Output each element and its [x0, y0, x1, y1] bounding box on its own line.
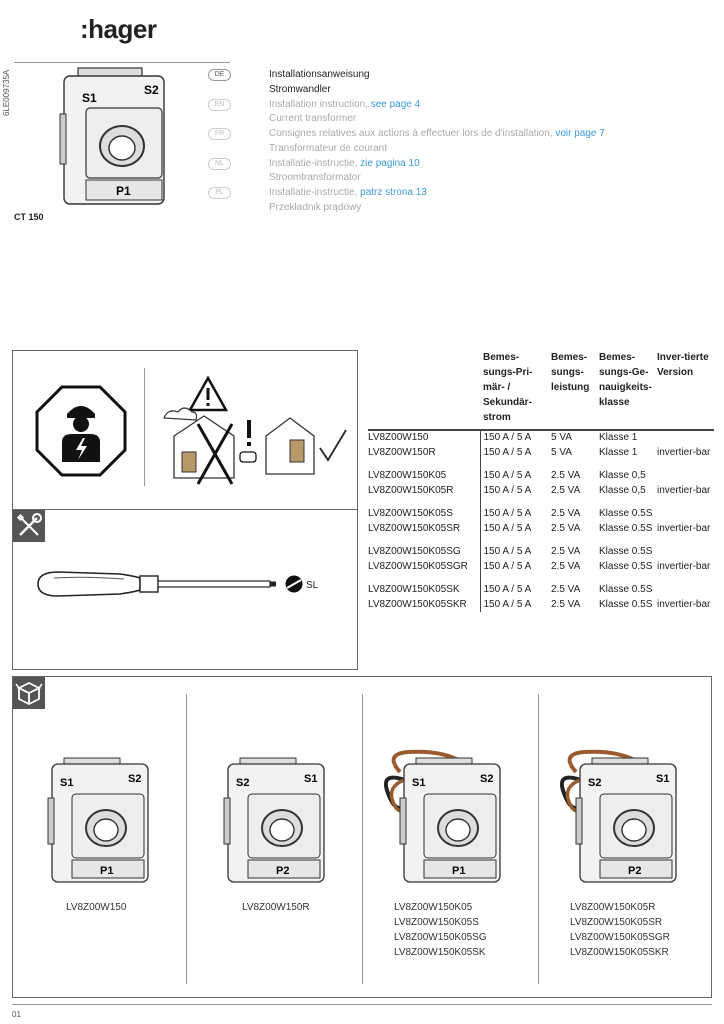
s2-terminal-label: S2 [144, 83, 159, 97]
cell-inverted: invertier-bar [657, 522, 711, 534]
cell-type: LV8Z00W150K05S [368, 508, 453, 519]
variant-list [66, 900, 126, 915]
variant-code: LV8Z00W150K05SKR [570, 947, 669, 958]
transformer-variant-illustration [382, 748, 522, 888]
column-header-inverted: Inver-tierte Version [657, 352, 709, 378]
cell-power: 2.5 VA [551, 584, 581, 595]
terminal-label-bottom: P2 [628, 865, 642, 877]
language-row-fr [208, 127, 708, 157]
language-row-nl [208, 157, 708, 187]
cell-current: 150 A / 5 A [480, 598, 548, 613]
cell-inverted [654, 430, 714, 446]
cell-current: 150 A / 5 A [480, 498, 548, 522]
cell-type: LV8Z00W150K05R [368, 484, 454, 496]
table-row [368, 498, 714, 522]
cell-power: 2.5 VA [551, 470, 581, 481]
product-title: Current transformer [269, 113, 357, 124]
cell-current: 150 A / 5 A [480, 446, 548, 461]
page-link[interactable]: zie pagina 10 [360, 157, 420, 169]
column-header-power: Bemes-sungs-leistung [551, 352, 590, 393]
package-icon [13, 677, 45, 709]
cell-type: LV8Z00W150K05SKR [368, 598, 467, 610]
table-row [368, 598, 714, 613]
cell-power: 2.5 VA [551, 598, 581, 610]
column-header-type [368, 350, 480, 430]
language-text [269, 98, 420, 127]
variant-code: LV8Z00W150K05SG [394, 932, 487, 943]
cell-inverted: invertier-bar [657, 560, 711, 572]
cell-accuracy: Klasse 0.5S [599, 560, 653, 572]
language-row-en [208, 98, 708, 128]
language-text [269, 186, 427, 215]
cell-inverted [654, 460, 714, 484]
product-code: CT 150 [14, 212, 44, 222]
warning-house-icon [154, 374, 350, 494]
transformer-variant-illustration [558, 748, 698, 888]
cell-accuracy: Klasse 0.5S [599, 584, 653, 595]
product-title: Stromwandler [269, 83, 331, 95]
variant-code: LV8Z00W150 [66, 902, 127, 913]
cell-type: LV8Z00W150K05SGR [368, 560, 468, 572]
language-badge: DE [208, 69, 231, 81]
table-row [368, 446, 714, 461]
cell-type: LV8Z00W150K05SK [368, 584, 460, 595]
cell-accuracy: Klasse 0.5S [599, 508, 653, 519]
scope-badge [13, 677, 45, 709]
terminal-label-left: S2 [236, 777, 250, 789]
cell-current: 150 A / 5 A [480, 484, 548, 499]
cell-current: 150 A / 5 A [480, 536, 548, 560]
product-title: Stroomtransformator [269, 172, 361, 183]
page-link[interactable]: patrz strona 13 [360, 187, 427, 198]
table-header-row [368, 350, 714, 430]
instruction-title: Consignes relatives aux actions à effectuer lors de d'installation, [269, 128, 556, 139]
cell-inverted: invertier-bar [657, 598, 711, 610]
cell-power: 5 VA [551, 432, 572, 443]
transformer-illustration-header [56, 64, 176, 210]
hager-logo: :hager [80, 14, 157, 44]
cell-current: 150 A / 5 A [480, 574, 548, 598]
terminal-label-bottom: P1 [100, 865, 114, 877]
column-header-current: Bemes-sungs-Pri-mär- / Sekundär-strom [483, 352, 533, 423]
variant-code: LV8Z00W150K05R [570, 902, 656, 913]
cell-power: 2.5 VA [551, 508, 581, 519]
cell-type: LV8Z00W150K05 [368, 470, 447, 481]
table-row [368, 460, 714, 484]
p1-terminal-label: P1 [116, 184, 131, 198]
table-body [368, 430, 714, 612]
variant-code: LV8Z00W150K05S [394, 917, 479, 928]
language-list [208, 68, 708, 216]
transformer-variant-illustration [30, 748, 170, 888]
cell-inverted [654, 574, 714, 598]
slotted-screw-icon [284, 574, 304, 594]
language-badge: NL [208, 158, 231, 170]
wrench-screwdriver-icon [13, 510, 45, 542]
cell-power: 2.5 VA [551, 560, 581, 572]
cell-current: 150 A / 5 A [480, 522, 548, 537]
specification-table [368, 350, 714, 612]
table-row [368, 536, 714, 560]
tools-badge [13, 510, 45, 542]
cell-accuracy: Klasse 0,5 [599, 484, 646, 496]
terminal-label-bottom: P1 [452, 865, 466, 877]
terminal-label-right: S2 [480, 773, 494, 785]
variant-code: LV8Z00W150K05SK [394, 947, 486, 958]
s1-terminal-label: S1 [82, 91, 97, 105]
cell-accuracy: Klasse 0,5 [599, 470, 646, 481]
page-number: 01 [12, 1010, 21, 1019]
cell-accuracy: Klasse 0.5S [599, 522, 653, 534]
instruction-title: Installatie-instructie, [269, 157, 361, 169]
variant-code: LV8Z00W150K05SGR [570, 932, 670, 943]
cell-type: LV8Z00W150R [368, 446, 436, 458]
table-row [368, 560, 714, 575]
cell-accuracy: Klasse 1 [599, 432, 638, 443]
document-number: 6LE009735A [2, 69, 11, 116]
scope-divider [362, 694, 363, 984]
cell-current: 150 A / 5 A [480, 560, 548, 575]
product-title: Przekładnik prądowy [269, 201, 362, 213]
language-badge: PL [208, 187, 231, 199]
cell-type: LV8Z00W150 [368, 432, 429, 443]
table-row [368, 484, 714, 499]
page-link[interactable]: voir page 7 [555, 128, 605, 139]
language-badge: FR [208, 128, 231, 140]
variant-code: LV8Z00W150R [242, 902, 310, 913]
transformer-variant-illustration [206, 748, 346, 888]
electrician-icon [34, 384, 128, 478]
terminal-label-right: S1 [656, 773, 670, 785]
footer-divider [12, 1004, 712, 1005]
terminal-label-left: S2 [588, 777, 602, 789]
table-row [368, 430, 714, 446]
column-header-accuracy: Bemes-sungs-Ge-nauigkeits-klasse [599, 352, 652, 408]
cell-current: 150 A / 5 A [480, 460, 548, 484]
cell-inverted: invertier-bar [657, 484, 711, 496]
slotted-screwdriver-label: SL [306, 580, 319, 591]
cell-power: 2.5 VA [551, 484, 581, 496]
cell-accuracy: Klasse 0.5S [599, 598, 653, 610]
cell-accuracy: Klasse 0.5S [599, 546, 653, 557]
terminal-label-right: S1 [304, 773, 318, 785]
table-row [368, 574, 714, 598]
language-row-pl [208, 186, 708, 216]
table-row [368, 522, 714, 537]
cell-inverted [654, 498, 714, 522]
terminal-label-left: S1 [60, 777, 74, 789]
cell-power: 5 VA [551, 446, 572, 458]
product-title: Transformateur de courant [269, 142, 388, 154]
cell-current: 150 A / 5 A [480, 430, 548, 446]
cell-power: 2.5 VA [551, 546, 581, 557]
instruction-title: Installation instruction, [269, 98, 371, 110]
cell-inverted: invertier-bar [657, 446, 711, 458]
language-text [269, 127, 605, 156]
language-text [269, 68, 370, 97]
variant-list [242, 900, 310, 915]
cell-inverted [654, 536, 714, 560]
scope-divider [186, 694, 187, 984]
cell-type: LV8Z00W150K05SR [368, 522, 461, 534]
terminal-label-right: S2 [128, 773, 142, 785]
panel-divider [144, 368, 145, 486]
panel-divider [12, 509, 358, 510]
header-divider [14, 62, 230, 63]
scope-divider [538, 694, 539, 984]
instruction-title: Installatie-instructie, [269, 187, 361, 198]
page-link[interactable]: see page 4 [370, 98, 421, 110]
cell-power: 2.5 VA [551, 522, 581, 534]
variant-code: LV8Z00W150K05SR [570, 917, 663, 928]
language-row-de [208, 68, 708, 98]
variant-list [570, 900, 670, 960]
language-badge: EN [208, 99, 231, 111]
instruction-title: Installationsanweisung [269, 69, 370, 80]
cell-accuracy: Klasse 1 [599, 446, 638, 458]
terminal-label-bottom: P2 [276, 865, 290, 877]
variant-code: LV8Z00W150K05 [394, 902, 473, 913]
variant-list [394, 900, 487, 960]
screwdriver-icon [34, 562, 304, 606]
terminal-label-left: S1 [412, 777, 426, 789]
language-text [269, 157, 420, 186]
cell-type: LV8Z00W150K05SG [368, 546, 461, 557]
